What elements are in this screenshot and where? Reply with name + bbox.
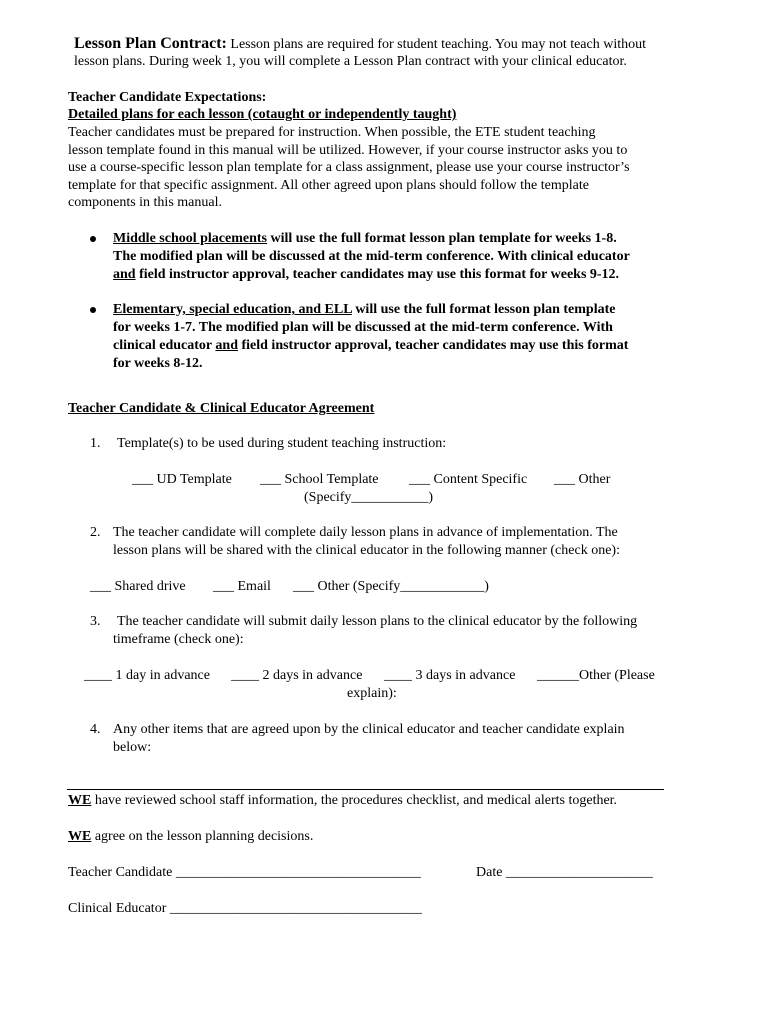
page-title: Lesson Plan Contract: — [74, 35, 227, 52]
item1-number: 1. — [90, 436, 101, 451]
expectations-paragraph-line: template for that specific assignment. All other agreed upon plans should follow the template — [68, 178, 589, 193]
item2-line1: The teacher candidate will complete daily lesson plans in advance of implementation. The — [113, 525, 618, 540]
bullet2-line3-b: field instructor approval, teacher candidates may use this format — [237, 338, 629, 353]
reviewed-statement — [68, 792, 617, 810]
share-option-drive[interactable]: ___ Shared drive — [90, 579, 186, 594]
expectations-paragraph-line: Teacher candidates must be prepared for instruction. When possible, the ETE student teaching — [68, 125, 596, 140]
bullet2-and: and — [215, 338, 238, 353]
template-option-school[interactable]: ___ School Template — [260, 472, 379, 487]
intro-text-line2: lesson plans. During week 1, you will complete a Lesson Plan contract with your clinical educator. — [74, 54, 627, 69]
template-option-content[interactable]: ___ Content Specific — [409, 472, 528, 487]
share-option-other[interactable]: ___ Other (Specify____________) — [293, 579, 489, 594]
bullet1-line1 — [113, 230, 617, 248]
timeframe-option-3days[interactable]: ____ 3 days in advance — [384, 668, 516, 683]
bullet1-line3-text: field instructor approval, teacher candidates may use this format for weeks 9-12. — [135, 267, 620, 282]
template-option-ud[interactable]: ___ UD Template — [132, 472, 232, 487]
template-specify-field[interactable]: (Specify___________) — [304, 490, 434, 505]
timeframe-explain: explain): — [347, 686, 397, 701]
expectations-heading: Teacher Candidate Expectations: — [68, 90, 267, 105]
timeframe-option-other[interactable]: ______Other (Please — [537, 668, 655, 683]
share-option-email[interactable]: ___ Email — [213, 579, 271, 594]
agree-statement — [68, 828, 313, 846]
bullet2-line3-a: clinical educator — [113, 338, 216, 353]
reviewed-text: have reviewed school staff information, the procedures checklist, and medical alerts together. — [91, 793, 618, 808]
bullet1-underlined: Middle school placements — [113, 231, 267, 246]
contract-intro — [74, 35, 646, 54]
timeframe-option-2days[interactable]: ____ 2 days in advance — [231, 668, 363, 683]
we-emphasis: WE — [68, 793, 92, 808]
bullet-icon — [90, 307, 96, 313]
item1-text: Template(s) to be used during student teaching instruction: — [117, 436, 447, 451]
bullet2-line1-text: will use the full format lesson plan template — [351, 302, 616, 317]
other-items-write-line[interactable] — [67, 789, 664, 790]
item2-line2: lesson plans will be shared with the clinical educator in the following manner (check one): — [113, 543, 620, 558]
item2-number: 2. — [90, 525, 101, 540]
bullet2-line2: for weeks 1-7. The modified plan will be discussed at the mid-term conference. With — [113, 320, 613, 335]
agree-text: agree on the lesson planning decisions. — [91, 829, 314, 844]
bullet1-line3 — [113, 266, 619, 284]
item3-line2: timeframe (check one): — [113, 632, 244, 647]
bullet-icon — [90, 236, 96, 242]
clinical-educator-signature-field[interactable]: Clinical Educator ____________________________________ — [68, 901, 422, 916]
bullet1-line2: The modified plan will be discussed at the mid-term conference. With clinical educator — [113, 249, 630, 264]
expectations-paragraph-line: lesson template found in this manual will be utilized. However, if your course instructor asks you to — [68, 143, 628, 158]
item4-line1: Any other items that are agreed upon by the clinical educator and teacher candidate explain — [113, 722, 625, 737]
item3-number: 3. — [90, 614, 101, 629]
agreement-heading: Teacher Candidate & Clinical Educator Agreement — [68, 401, 375, 416]
we-emphasis: WE — [68, 829, 92, 844]
expectations-subheading: Detailed plans for each lesson (cotaught or independently taught) — [68, 107, 457, 122]
date-field[interactable]: Date _____________________ — [476, 865, 653, 880]
expectations-paragraph-line: components in this manual. — [68, 195, 222, 210]
item4-line2: below: — [113, 740, 152, 755]
bullet2-line3 — [113, 337, 628, 355]
bullet2-line4: for weeks 8-12. — [113, 356, 203, 371]
expectations-paragraph-line: use a course-specific lesson plan template for a class assignment, please use your course instructor’s — [68, 160, 630, 175]
bullet1-line1-text: will use the full format lesson plan template for weeks 1-8. — [267, 231, 617, 246]
timeframe-option-1day[interactable]: ____ 1 day in advance — [84, 668, 210, 683]
bullet2-underlined: Elementary, special education, and ELL — [113, 302, 352, 317]
intro-text-line1: Lesson plans are required for student teaching. You may not teach without — [226, 37, 647, 52]
item3-line1: The teacher candidate will submit daily lesson plans to the clinical educator by the following — [117, 614, 638, 629]
teacher-candidate-signature-field[interactable]: Teacher Candidate ___________________________________ — [68, 865, 421, 880]
template-option-other[interactable]: ___ Other — [554, 472, 611, 487]
bullet1-and: and — [113, 267, 136, 282]
item4-number: 4. — [90, 722, 101, 737]
bullet2-line1 — [113, 301, 615, 319]
